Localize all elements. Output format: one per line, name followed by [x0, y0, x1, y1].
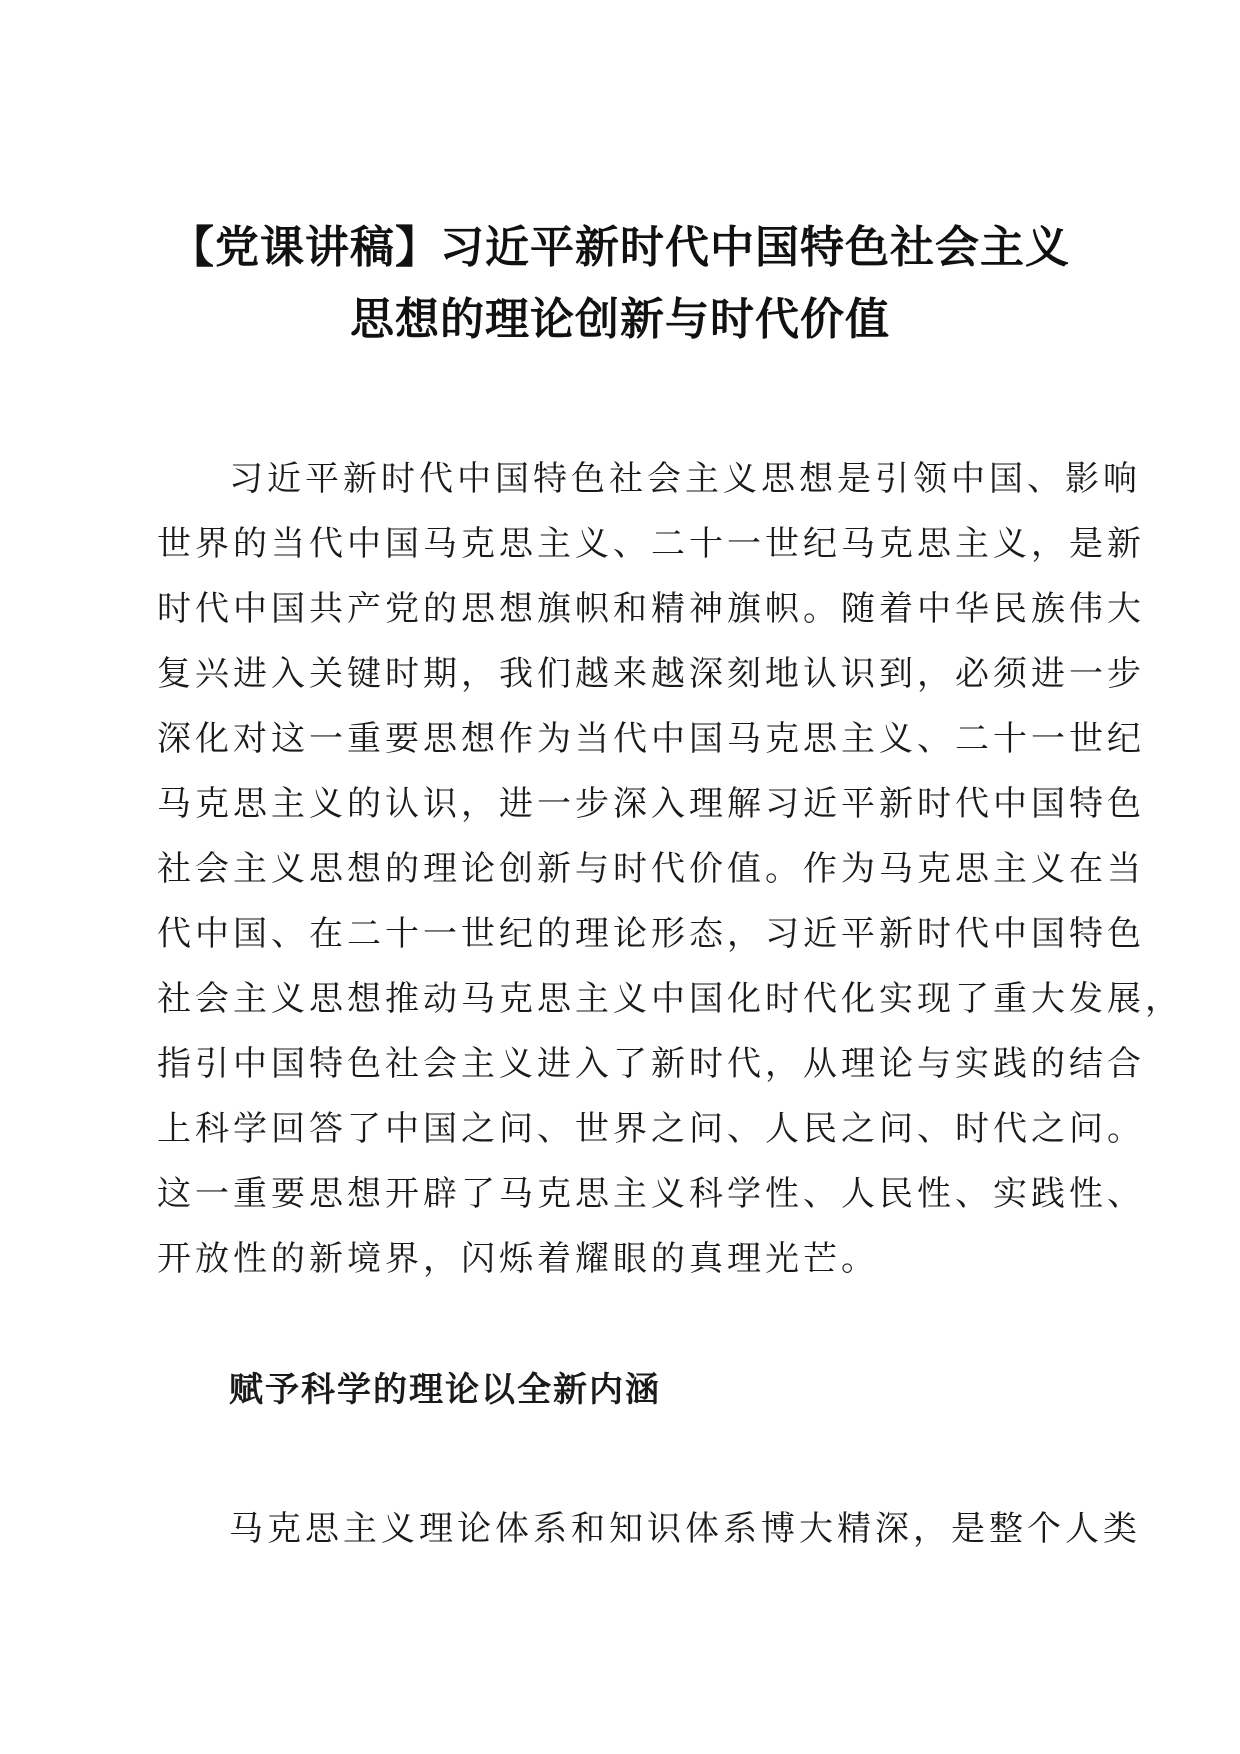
paragraph-line: 社会主义思想推动马克思主义中国化时代化实现了重大发展， [157, 979, 1183, 1019]
paragraph-line: 指引中国特色社会主义进入了新时代，从理论与实践的结合 [157, 1044, 1145, 1084]
paragraph-line: 社会主义思想的理论创新与时代价值。作为马克思主义在当 [157, 849, 1145, 889]
paragraph-line: 这一重要思想开辟了马克思主义科学性、人民性、实践性、 [157, 1174, 1145, 1214]
title-line: 思想的理论创新与时代价值 [350, 294, 890, 345]
paragraph-line: 习近平新时代中国特色社会主义思想是引领中国、影响 [229, 459, 1141, 499]
paragraph-line: 马克思主义的认识，进一步深入理解习近平新时代中国特色 [157, 784, 1145, 824]
paragraph-line: 深化对这一重要思想作为当代中国马克思主义、二十一世纪 [157, 719, 1145, 759]
paragraph-line: 世界的当代中国马克思主义、二十一世纪马克思主义，是新 [157, 524, 1145, 564]
intro-paragraph [157, 447, 1183, 1292]
paragraph-line: 代中国、在二十一世纪的理论形态，习近平新时代中国特色 [157, 914, 1145, 954]
paragraph-line: 时代中国共产党的思想旗帜和精神旗帜。随着中华民族伟大 [157, 589, 1145, 629]
paragraph-line: 马克思主义理论体系和知识体系博大精深，是整个人类 [229, 1509, 1141, 1549]
paragraph-line: 开放性的新境界，闪烁着耀眼的真理光芒。 [157, 1239, 879, 1279]
body-paragraph [157, 1497, 1141, 1562]
document-title [150, 212, 1090, 356]
section-heading: 赋予科学的理论以全新内涵 [229, 1370, 661, 1410]
paragraph-line: 上科学回答了中国之问、世界之问、人民之问、时代之问。 [157, 1109, 1145, 1149]
paragraph-line: 复兴进入关键时期，我们越来越深刻地认识到，必须进一步 [157, 654, 1145, 694]
title-line: 【党课讲稿】习近平新时代中国特色社会主义 [170, 222, 1070, 273]
